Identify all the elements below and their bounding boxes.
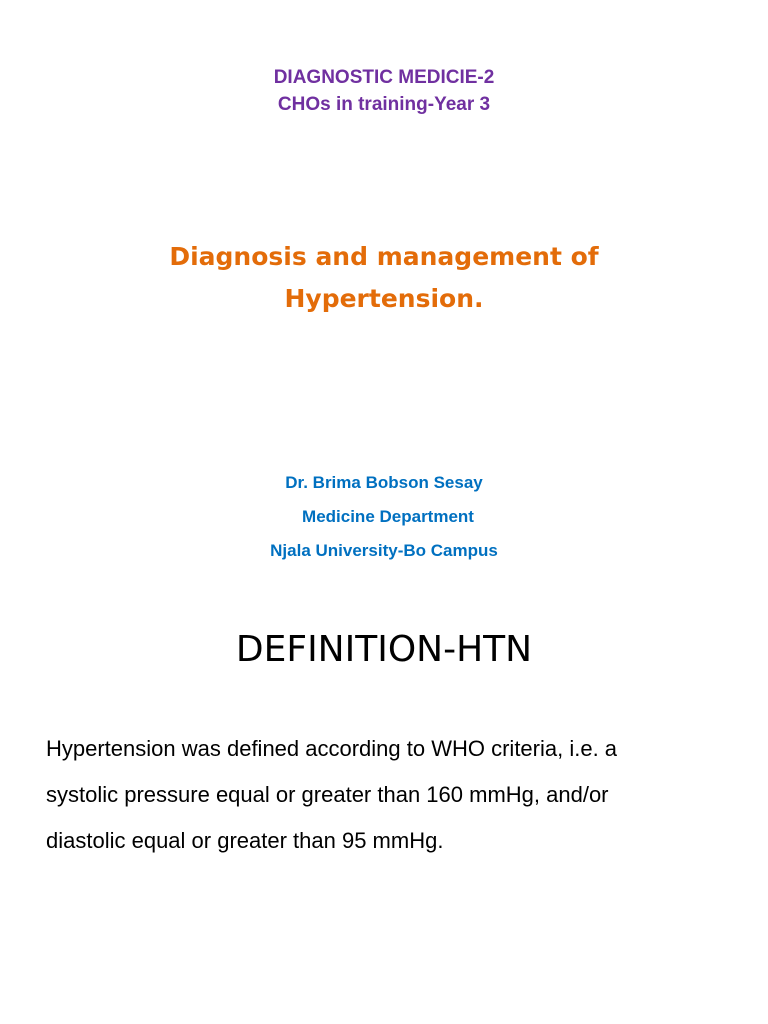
course-header (0, 64, 768, 118)
definition-paragraph (46, 726, 736, 864)
definition-line-1: Hypertension was defined according to WHO criteria, i.e. a (46, 736, 618, 761)
presentation-title (0, 236, 768, 320)
title-line-2: Hypertension. (284, 284, 484, 313)
author-institution: Njala University-Bo Campus (270, 541, 498, 560)
author-department: Medicine Department (302, 507, 474, 526)
title-line-1: Diagnosis and management of (169, 242, 599, 271)
definition-line-3: diastolic equal or greater than 95 mmHg. (46, 828, 444, 853)
author-name: Dr. Brima Bobson Sesay (285, 473, 483, 492)
author-info (0, 466, 768, 568)
definition-line-2: systolic pressure equal or greater than 160 mmHg, and/or (46, 782, 609, 807)
section-heading: DEFINITION-HTN (235, 629, 533, 670)
cohort-subtitle: CHOs in training-Year 3 (277, 94, 491, 115)
course-title: DIAGNOSTIC MEDICIE-2 (273, 67, 495, 88)
